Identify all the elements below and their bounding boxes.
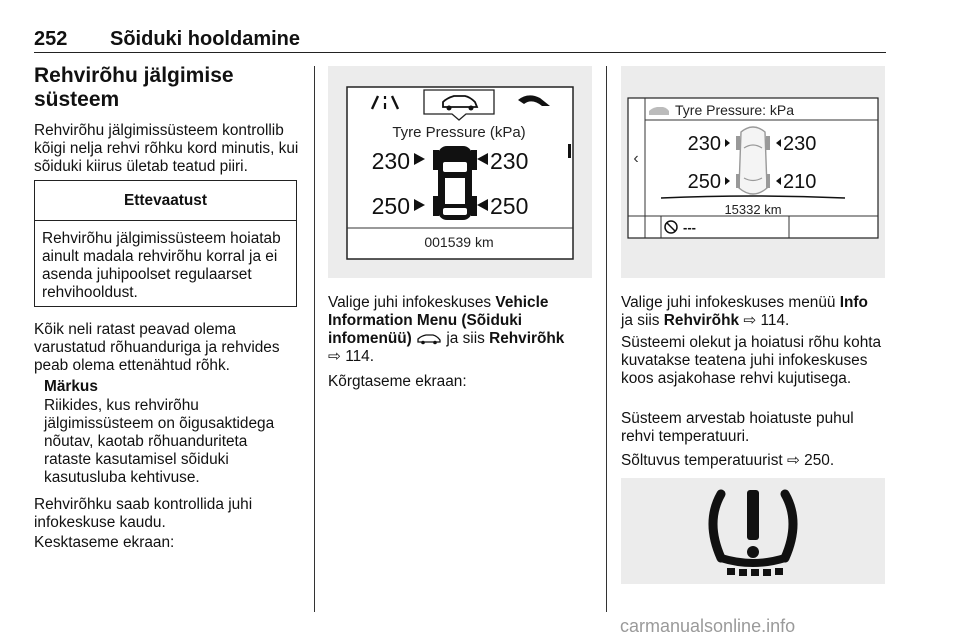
column-divider-2 bbox=[606, 66, 607, 612]
upper-front-right-pressure: 230 bbox=[783, 133, 817, 155]
upper-display-panel bbox=[621, 66, 885, 278]
col3-paragraph-3-text: Sõltuvus temperatuurist bbox=[621, 452, 783, 469]
section-title: Rehvirõhu jälgimise süsteem bbox=[34, 64, 234, 111]
mid-display-graphic bbox=[328, 66, 592, 278]
mid-car-top-view bbox=[433, 146, 477, 220]
upper-display-odometer: 15332 km bbox=[724, 202, 782, 217]
col3-instruction bbox=[621, 294, 883, 330]
page-header bbox=[34, 28, 886, 52]
intro-paragraph: Rehvirõhu jälgimissüsteem kontrollib kõigi nelja rehvi rõhku kord minutis, kui sõiduki kiirus ületab teatud piiri. bbox=[34, 122, 299, 175]
col2-instruction-text-2: ja siis bbox=[442, 330, 490, 347]
page-number: 252 bbox=[34, 28, 68, 50]
mid-level-label: Kesktaseme ekraan: bbox=[34, 534, 175, 551]
col3-menu-item: Rehvirõhk bbox=[663, 312, 740, 329]
header-rule bbox=[34, 52, 886, 53]
tpms-warning-lamp-icon bbox=[621, 478, 885, 584]
col2-menu-item: Rehvirõhk bbox=[489, 330, 565, 347]
check-paragraph: Rehvirõhku saab kontrollida juhi infokeskuse kaudu. bbox=[34, 496, 253, 531]
col3-page-reference-2: 250. bbox=[804, 452, 835, 469]
upper-rear-left-pressure: 250 bbox=[687, 171, 721, 193]
col2-menu-name: Vehicle Information Menu (Sõiduki infomenüü) bbox=[328, 294, 549, 347]
mid-front-right-pressure: 230 bbox=[490, 148, 529, 174]
col3-paragraph-3 bbox=[621, 452, 883, 470]
reference-arrow-icon: ⇨ bbox=[786, 452, 800, 469]
mid-display-odometer: 001539 km bbox=[424, 234, 494, 250]
col3-instruction-text-2: ja siis bbox=[621, 312, 664, 329]
upper-display-title: Tyre Pressure: kPa bbox=[675, 102, 795, 118]
tyres-paragraph: Kõik neli ratast peavad olema varustatud rõhuanduriga ja rehvides peab olema ettenähtud rõhk. bbox=[34, 321, 280, 374]
upper-display-back-chevron-icon: ‹ bbox=[633, 150, 639, 167]
note-title: Märkus bbox=[44, 378, 98, 395]
warning-box bbox=[34, 180, 297, 307]
col2-page-reference: 114. bbox=[345, 348, 374, 365]
mid-rear-right-pressure: 250 bbox=[490, 193, 529, 219]
upper-front-left-pressure: 230 bbox=[687, 133, 721, 155]
reference-arrow-icon: ⇨ bbox=[328, 348, 341, 365]
mid-scroll-indicator bbox=[568, 144, 571, 158]
mid-display-title: Tyre Pressure (kPa) bbox=[392, 124, 526, 141]
col3-paragraph-1: Süsteemi olekut ja hoiatusi rõhu kohta kuvatakse teatena juhi infokeskuses koos asjakohase rehvi kujutisega. bbox=[621, 334, 882, 387]
upper-car-top-view bbox=[736, 127, 770, 194]
col3-paragraph-2: Süsteem arvestab hoiatuste puhul rehvi temperatuuri. bbox=[621, 410, 854, 445]
upper-display-graphic bbox=[621, 66, 885, 278]
car-icon bbox=[416, 333, 442, 345]
tpms-warning-panel bbox=[621, 478, 885, 584]
chapter-title: Sõiduki hooldamine bbox=[110, 28, 301, 50]
mid-display-panel bbox=[328, 66, 592, 278]
column-divider-1 bbox=[314, 66, 315, 612]
col3-instruction-text-1: Valige juhi infokeskuses menüü bbox=[621, 294, 840, 311]
upper-level-label: Kõrgtaseme ekraan: bbox=[328, 373, 467, 390]
col2-instruction-text-1: Valige juhi infokeskuses bbox=[328, 294, 496, 311]
watermark: carmanualsonline.info bbox=[620, 616, 796, 636]
mid-front-left-pressure: 230 bbox=[371, 148, 410, 174]
warning-text: Rehvirõhu jälgimissüsteem hoiatab ainult madala rehvirõhu korral ja ei asenda juhipoolset regulaarset rehvihooldust. bbox=[42, 230, 281, 301]
upper-display-bottom-value: --- bbox=[683, 220, 696, 235]
upper-rear-right-pressure: 210 bbox=[783, 171, 817, 193]
warning-heading: Ettevaatust bbox=[35, 181, 296, 221]
col2-instruction bbox=[328, 294, 590, 366]
col3-page-reference: 114. bbox=[760, 312, 790, 329]
reference-arrow-icon: ⇨ bbox=[743, 312, 757, 329]
mid-rear-left-pressure: 250 bbox=[371, 193, 410, 219]
col3-menu-name: Info bbox=[839, 294, 868, 311]
note-text: Riikides, kus rehvirõhu jälgimissüsteem on õigusaktidega nõutav, kaotab rõhuanduriteta rataste kasutamisel sõiduki kasutusluba kehtivuse. bbox=[44, 397, 275, 486]
